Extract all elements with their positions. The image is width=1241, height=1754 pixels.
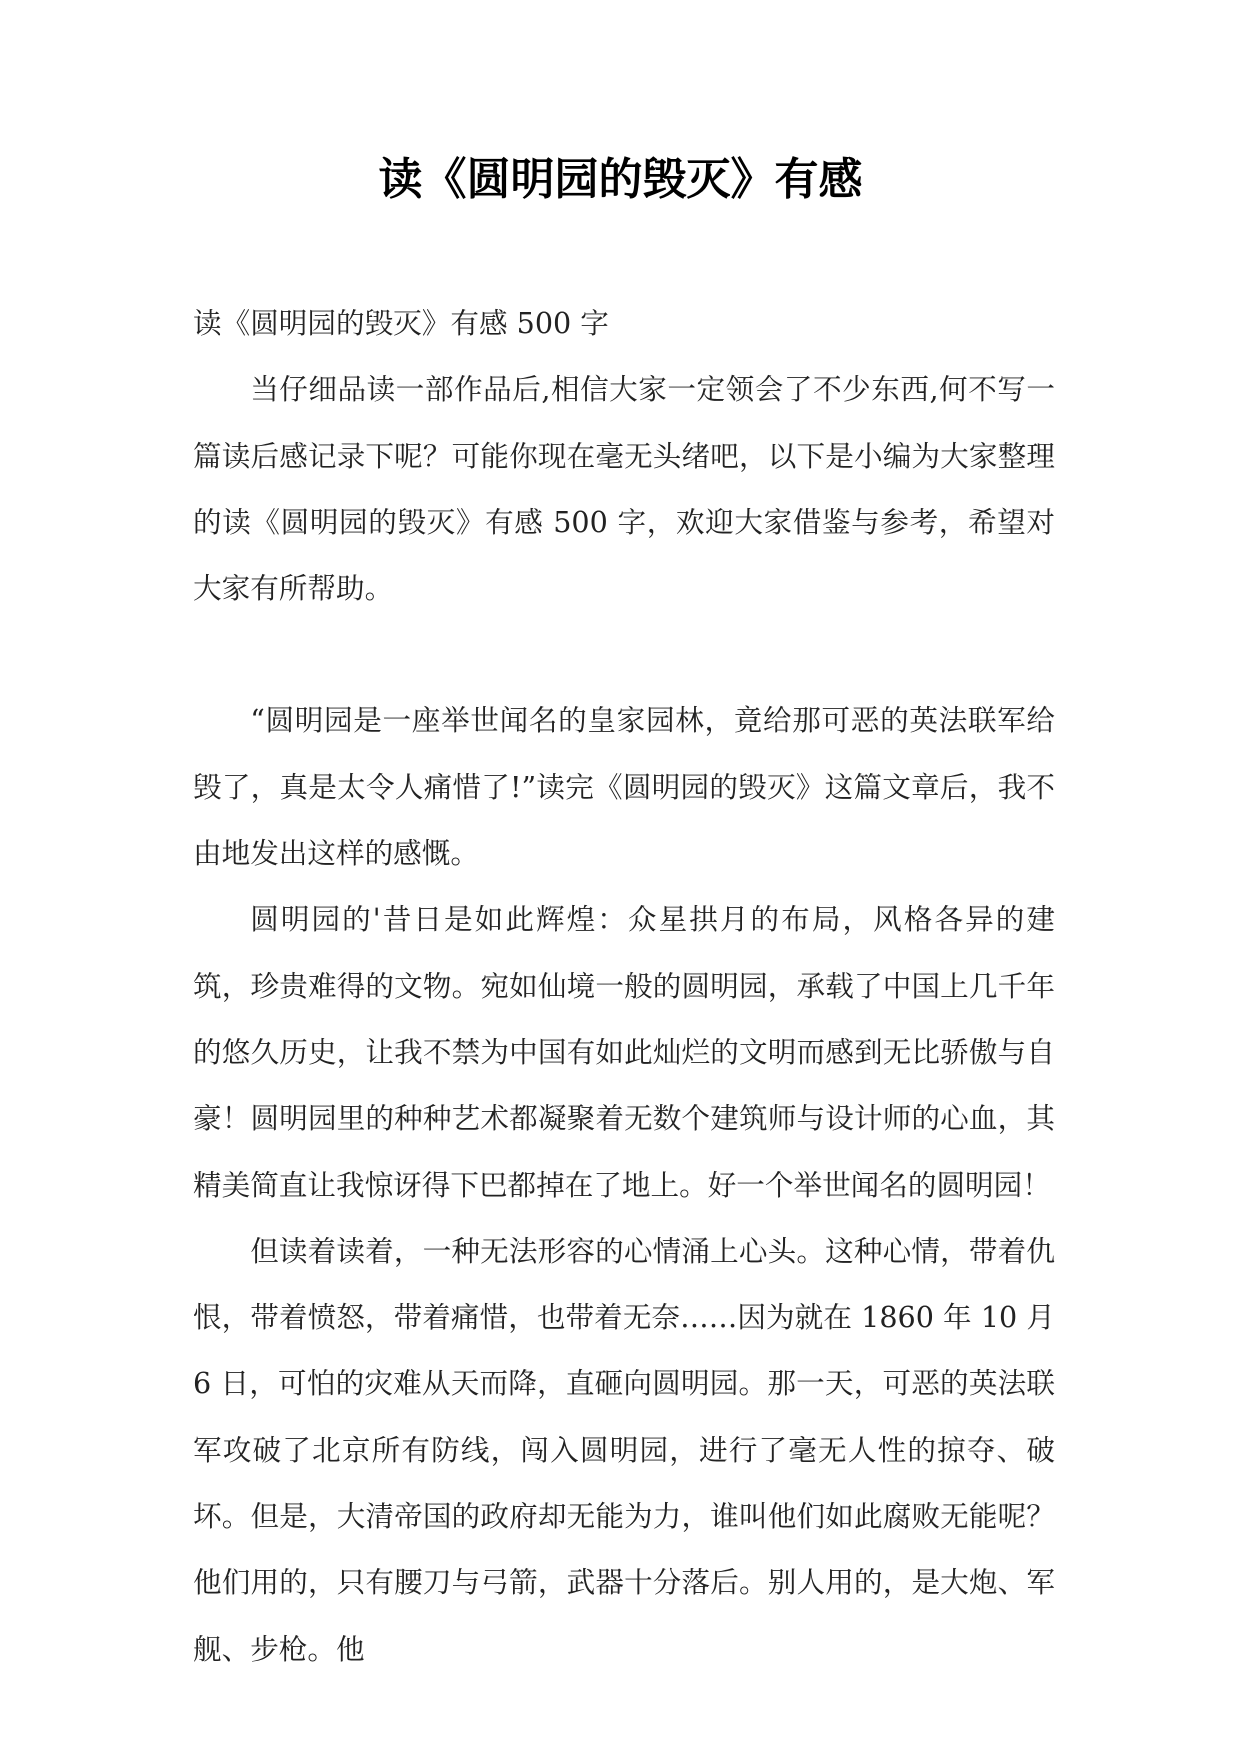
document-body: [193, 290, 1055, 1682]
document-title: 读《圆明园的毁灭》有感: [378, 154, 863, 205]
paragraph-intro: 当仔细品读一部作品后,相信大家一定领会了不少东西,何不写一篇读后感记录下呢？可能你现在毫无头绪吧，以下是小编为大家整理的读《圆明园的毁灭》有感 500 字，欢迎大家借鉴与参考，希望对大家有所帮助。: [193, 372, 1055, 606]
paragraph-destruction: 但读着读着，一种无法形容的心情涌上心头。这种心情，带着仇恨，带着愤怒，带着痛惜，也带着无奈……因为就在 1860 年 10 月 6 日，可怕的灾难从天而降，直砸向圆明园。那一天，可恶的英法联军攻破了北京所有防线，闯入圆明园，进行了毫无人性的掠夺、破坏。但是，大清帝国的政府却无能为力，谁叫他们如此腐败无能呢？他们用的，只有腰刀与弓箭，武器十分落后。别人用的，是大炮、军舰、步枪。他: [193, 1233, 1055, 1666]
paragraph-past-glory: 圆明园的'昔日是如此辉煌：众星拱月的布局，风格各异的建筑，珍贵难得的文物。宛如仙境一般的圆明园，承载了中国上几千年的悠久历史，让我不禁为中国有如此灿烂的文明而感到无比骄傲与自豪！圆明园里的种种艺术都凝聚着无数个建筑师与设计师的心血，其精美简直让我惊讶得下巴都掉在了地上。好一个举世闻名的圆明园！: [193, 902, 1055, 1202]
paragraph-quote: “圆明园是一座举世闻名的皇家园林，竟给那可恶的英法联军给毁了，真是太令人痛惜了!”读完《圆明园的毁灭》这篇文章后，我不由地发出这样的感慨。: [193, 703, 1055, 871]
paragraph-gap: [193, 621, 1055, 687]
document-subtitle: 读《圆明园的毁灭》有感 500 字: [193, 306, 609, 340]
